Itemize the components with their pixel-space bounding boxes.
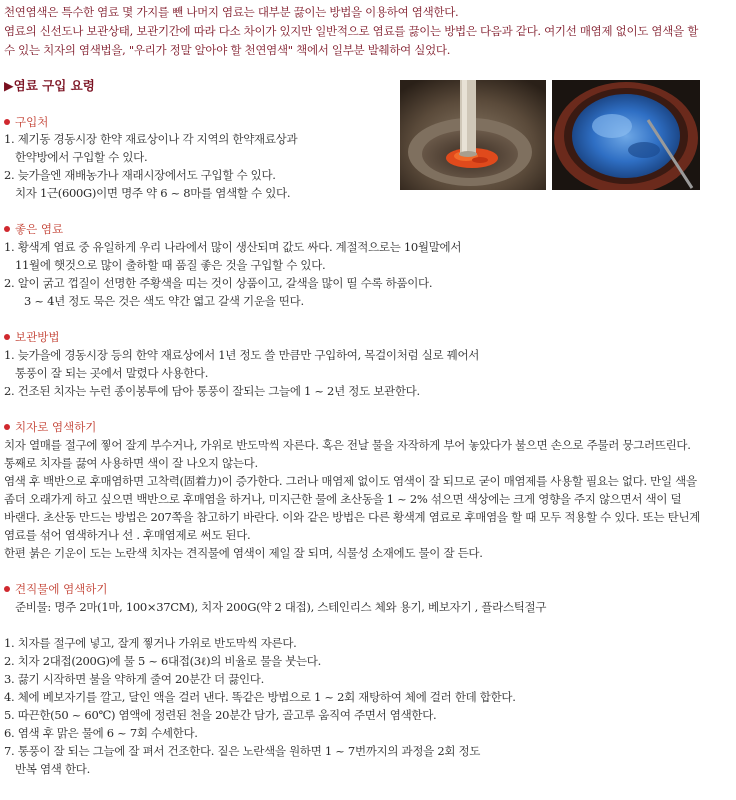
silk-step-7: 7. 통풍이 잘 되는 그늘에 잘 펴서 건조한다. 짙은 노란색을 원하면 1 ~ 7번까지의 과정을 2회 정도: [4, 744, 481, 758]
intro-line-1: 천연염색은 특수한 염료 몇 가지를 뺀 나머지 염료는 대부분 끓이는 방법을 이용하여 염색한다.: [4, 5, 459, 19]
dyeing-line-1: 치자 열매를 절구에 찧어 잘게 부수거나, 가위로 반도막씩 자른다. 혹은 전날 물을 자작하게 부어 놓았다가 불으면 손으로 주물러 뭉그러뜨린다.: [4, 438, 691, 452]
silk-prep: 준비물: 명주 2마(1마, 100×37CM), 치자 200G(약 2 대접), 스테인리스 체와 용기, 베보자기 , 플라스틱절구: [15, 600, 547, 614]
dyeing-line-4: 좀더 오래가게 하고 싶으면 백반으로 후매염을 하거나, 미지근한 물에 초산동을 1 ~ 2% 섞으면 색상에는 크게 영향을 주지 않으면서 색이 덜: [4, 492, 682, 506]
dyeing-line-6: 염료를 섞어 염색하거나 선 . 후매염제로 써도 된다.: [4, 528, 251, 542]
intro-line-2: 염료의 신선도나 보관상태, 보관기간에 따라 다소 차이가 있지만 일반적으로 염료를 끓이는 방법은 다음과 같다. 여기선 매염제 없이도 염색을 할: [4, 24, 699, 38]
silk-step-5: 5. 따끈한(50 ~ 60℃) 염액에 정련된 천을 20분간 담가, 골고루 움직여 주면서 염색한다.: [4, 708, 437, 722]
silk-step-3: 3. 끓기 시작하면 불을 약하게 줄여 20분간 더 끓인다.: [4, 672, 264, 686]
silk-step-4: 4. 체에 베보자기를 깔고, 달인 액을 걸러 낸다. 똑같은 방법으로 1 ~ 2회 재탕하여 체에 걸러 한데 합한다.: [4, 690, 516, 704]
section-title-storage: 보관방법: [4, 329, 59, 345]
blue-dye-pot-image: [552, 80, 700, 190]
silk-step-6: 6. 염색 후 맑은 물에 6 ~ 7회 수세한다.: [4, 726, 198, 740]
purchase-line-2: 한약방에서 구입할 수 있다.: [15, 150, 148, 164]
mortar-photo: [400, 80, 546, 190]
red-dot-icon: [4, 119, 10, 125]
dyeing-line-3: 염색 후 백반으로 후매염하면 고착력(固着力)이 증가한다. 그러나 매염제 없이도 염색이 잘 되므로 굳이 매염제를 사용할 필요는 없다. 만일 색을: [4, 474, 697, 488]
good-line-1: 1. 황색계 염료 중 유일하게 우리 나라에서 많이 생산되며 값도 싸다. 계절적으로는 10월말에서: [4, 240, 462, 254]
purchase-line-3: 2. 늦가을엔 재배농가나 재래시장에서도 구입할 수 있다.: [4, 168, 276, 182]
intro-line-3: 수 있는 치자의 염색법을, "우리가 정말 알아야 할 천연염색" 책에서 일부분 발췌하여 실었다.: [4, 43, 451, 57]
section-title-dyeing: 치자로 염색하기: [4, 419, 96, 435]
red-dot-icon: [4, 424, 10, 430]
dyeing-line-7: 한편 붉은 기운이 도는 노란색 치자는 견직물에 염색이 제일 잘 되며, 식물성 소재에도 물이 잘 든다.: [4, 546, 483, 560]
red-dot-icon: [4, 586, 10, 592]
red-dot-icon: [4, 334, 10, 340]
purchase-line-4: 치자 1근(600G)이면 명주 약 6 ~ 8마를 염색할 수 있다.: [15, 186, 291, 200]
dyeing-line-5: 바랜다. 초산동 만드는 방법은 207쪽을 참고하기 바란다. 이와 같은 방법은 다른 황색계 염료로 후매염을 할 때 모두 적용할 수 있다. 또는 탄닌계: [4, 510, 701, 524]
storage-line-3: 2. 건조된 치자는 누런 종이봉투에 담아 통풍이 잘되는 그늘에 1 ~ 2년 정도 보관한다.: [4, 384, 420, 398]
storage-line-1: 1. 늦가을에 경동시장 등의 한약 재료상에서 1년 정도 쓸 만큼만 구입하여, 목걸이처럼 실로 꿰어서: [4, 348, 480, 362]
main-heading: ▶염료 구입 요령: [4, 78, 95, 93]
dye-pot-photo: [552, 80, 700, 190]
red-dot-icon: [4, 226, 10, 232]
section-title-purchase: 구입처: [4, 114, 48, 130]
purchase-line-1: 1. 제기동 경동시장 한약 재료상이나 각 지역의 한약재료상과: [4, 132, 298, 146]
storage-line-2: 통풍이 잘 되는 곳에서 말렸다 사용한다.: [15, 366, 209, 380]
good-line-2: 11월에 햇것으로 많이 출하할 때 품질 좋은 것을 구입할 수 있다.: [15, 258, 326, 272]
mortar-pestle-image: [400, 80, 546, 190]
silk-step-7-cont: 반복 염색 한다.: [15, 762, 90, 776]
good-line-3: 2. 알이 굵고 껍질이 선명한 주황색을 띠는 것이 상품이고, 갈색을 많이 띨 수록 하품이다.: [4, 276, 433, 290]
section-title-good: 좋은 염료: [4, 221, 63, 237]
silk-step-2: 2. 치자 2대접(200G)에 물 5 ~ 6대접(3ℓ)의 비율로 물을 붓는다.: [4, 654, 321, 668]
good-line-4: 3 ~ 4년 정도 묵은 것은 색도 약간 엷고 갈색 기운을 띤다.: [24, 294, 304, 308]
dyeing-line-2: 통째로 치자를 끓여 사용하면 색이 잘 나오지 않는다.: [4, 456, 258, 470]
section-title-silk: 견직물에 염색하기: [4, 581, 108, 597]
silk-step-1: 1. 치자를 절구에 넣고, 잘게 찧거나 가위로 반도막씩 자른다.: [4, 636, 297, 650]
